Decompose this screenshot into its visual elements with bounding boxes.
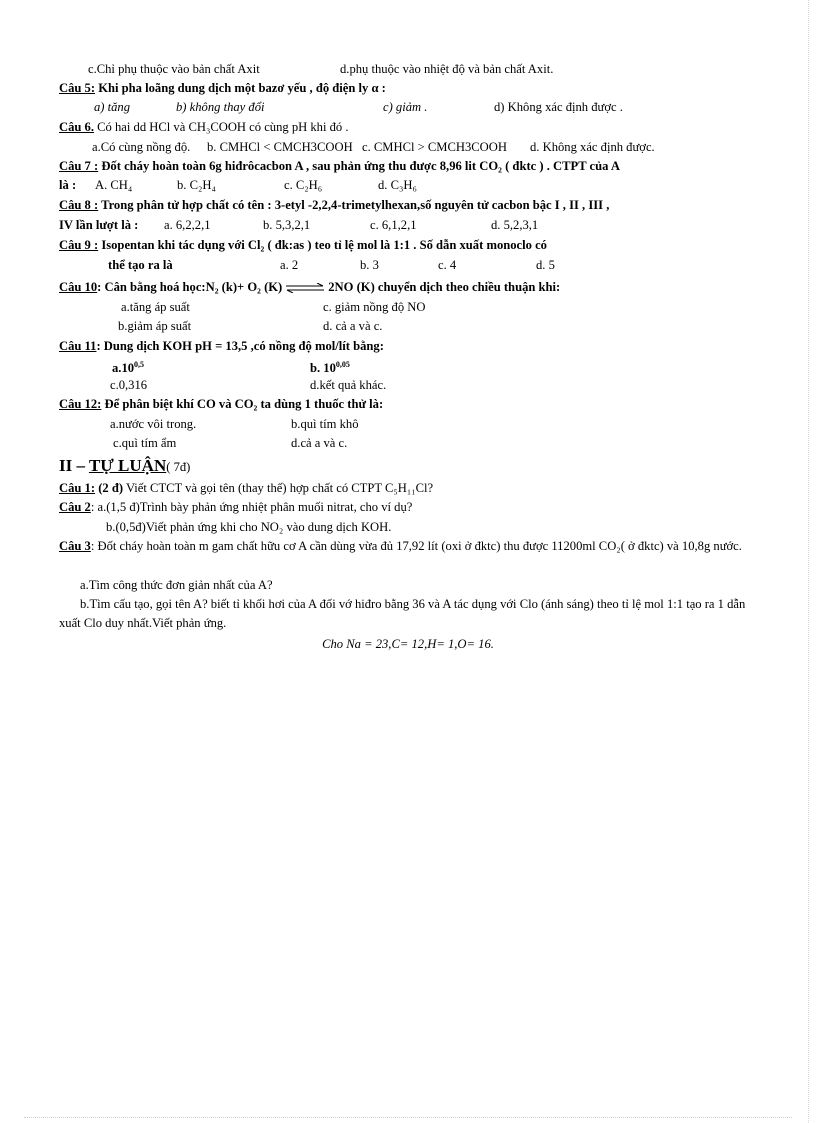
q6-option-c: c. CMHCl > CMCH3COOH (362, 140, 507, 154)
given-atomic-masses: Cho Na = 23,C= 12,H= 1,O= 16. (322, 637, 494, 651)
q5-option-a: a) tăng (94, 100, 131, 114)
q10-option-c: c. giảm nồng độ NO (323, 300, 426, 314)
essay-1-text: Viết CTCT và gọi tên (thay thế) hợp chất có CTPT C₅H₁₁Cl? (123, 481, 434, 495)
essay-3-label: Câu 3 (59, 539, 91, 553)
q6-question (59, 119, 349, 135)
q6-text: Có hai dd HCl và CH₃COOH có cùng pH khi đó . (94, 120, 349, 134)
page-edge-divider (808, 0, 809, 1123)
q8-option-a: a. 6,2,2,1 (164, 218, 211, 232)
essay-1-label: Câu 1: (59, 481, 96, 495)
essay-3 (59, 537, 765, 556)
q12-option-c: c.quì tím ẩm (113, 436, 177, 450)
q10-option-d: d. cả a và c. (323, 319, 383, 333)
equilibrium-arrow-icon (285, 283, 325, 293)
q8-option-d: d. 5,2,3,1 (491, 218, 539, 232)
q9-option-a: a. 2 (280, 258, 299, 272)
q11-question (59, 338, 384, 354)
q11-option-c: c.0,316 (110, 378, 148, 392)
essay-3-part-a: a.Tìm công thức đơn giản nhất của A? (80, 578, 273, 592)
q8-question-cont: IV lần lượt là : (59, 218, 139, 232)
q12-question (59, 396, 383, 412)
q11-option-d: d.kết quả khác. (310, 378, 387, 392)
q5-label: Câu 5: (59, 81, 96, 95)
q8-text: Trong phân tử hợp chất có tên : 3-etyl -2,2,4-trimetylhexan,số nguyên tử cacbon bậc I , II , III , (98, 198, 610, 212)
q11-text: : Dung dịch KOH pH = 13,5 ,có nồng độ mol/lít bằng: (96, 339, 384, 353)
essay-1 (59, 480, 433, 496)
essay-2-part-a: : a.(1,5 đ)Trình bày phản ứng nhiệt phân muối nitrat, cho ví dụ? (90, 500, 413, 514)
q9-question (59, 237, 547, 253)
q5-option-c: c) giảm . (383, 100, 428, 114)
q8-option-c: c. 6,1,2,1 (370, 218, 417, 232)
q7-question (59, 158, 620, 174)
q12-option-b: b.quì tím khô (291, 417, 359, 431)
q10-label: Câu 10 (59, 280, 98, 294)
q11-label: Câu 11 (59, 339, 97, 353)
q6-option-b: b. CMHCl < CMCH3COOH (207, 140, 353, 154)
q9-option-d: d. 5 (536, 258, 555, 272)
q9-option-b: b. 3 (360, 258, 379, 272)
q8-label: Câu 8 : (59, 198, 99, 212)
q5-question (59, 80, 386, 96)
section-title: TỰ LUẬN (88, 456, 167, 475)
q4-option-c: c.Chỉ phụ thuộc vào bản chất Axit (88, 62, 260, 76)
q6-option-a: a.Có cùng nồng độ. (92, 140, 191, 154)
q7-question-cont: là : (59, 178, 77, 192)
q10-option-b: b.giảm áp suất (118, 319, 192, 333)
q12-label: Câu 12: (59, 397, 102, 411)
q5-option-b: b) không thay đổi (176, 100, 265, 114)
q7-option-d: d. C₃H₆ (378, 178, 417, 192)
q9-question-cont: thể tạo ra là (108, 258, 173, 272)
q7-label: Câu 7 : (59, 159, 99, 173)
q10-question (59, 279, 560, 295)
page-bottom-divider (24, 1117, 792, 1118)
q10-option-a: a.tăng áp suất (121, 300, 190, 314)
q9-option-c: c. 4 (438, 258, 457, 272)
essay-3-part-b: b.Tìm cấu tạo, gọi tên A? biết tỉ khối hơi của A đối vớ hiđro bằng 36 và A tác dụng với Clo (ánh sáng) theo tỉ lệ mol 1:1 tạo ra 1 dẫn xuất Clo duy nhất.Viết phản ứng. (59, 597, 746, 630)
q7-option-a: A. CH₄ (95, 178, 133, 192)
section-points: ( 7đ) (166, 460, 191, 474)
q5-text: Khi pha loãng dung dịch một bazơ yếu , độ điện ly α : (95, 81, 386, 95)
q4-option-d: d.phụ thuộc vào nhiệt độ và bản chất Axit. (340, 62, 554, 76)
q12-option-d: d.cả a và c. (291, 436, 348, 450)
q7-option-c: c. C₂H₆ (284, 178, 323, 192)
section-heading (59, 456, 190, 477)
section-roman: II – (59, 456, 89, 475)
essay-1-points: (2 đ) (95, 481, 124, 495)
q6-label: Câu 6. (59, 120, 94, 134)
q9-label: Câu 9 : (59, 238, 99, 252)
essay-3-text: : Đốt cháy hoàn toàn m gam chất hữu cơ A cần dùng vừa đủ 17,92 lít (oxi ở đktc) thu được 11200ml CO₂( ở đktc) và 10,8g nước. (90, 539, 742, 553)
q11-option-a: a.10$^{0,5}$ (112, 360, 145, 376)
essay-2-label: Câu 2 (59, 500, 91, 514)
q7-text: Đốt cháy hoàn toàn 6g hiđrôcacbon A , sau phản ứng thu được 8,96 lit CO₂ ( đktc ) . CTPT của A (98, 159, 620, 173)
q11-option-b: b. 10$^{0,05}$ (310, 360, 350, 376)
essay-2 (59, 499, 412, 515)
essay-2-part-b: b.(0,5đ)Viết phản ứng khi cho NO₂ vào dung dịch KOH. (106, 520, 392, 534)
q10-text-pre: : Cân bằng hoá học:N₂ (k)+ O₂ (K) (97, 280, 283, 294)
q10-text-post: 2NO (K) chuyển dịch theo chiều thuận khi: (328, 280, 561, 294)
q12-option-a: a.nước vôi trong. (110, 417, 197, 431)
q9-text: Isopentan khi tác dụng với Cl₂ ( đk:as ) teo tỉ lệ mol là 1:1 . Số dẫn xuất monoclo có (98, 238, 547, 252)
q7-option-b: b. C₂H₄ (177, 178, 216, 192)
q5-option-d: d) Không xác định được . (494, 100, 623, 114)
q6-option-d: d. Không xác định được. (530, 140, 655, 154)
q8-question (59, 197, 609, 213)
q8-option-b: b. 5,3,2,1 (263, 218, 311, 232)
q12-text: Để phân biệt khí CO và CO₂ ta dùng 1 thuốc thử là: (101, 397, 384, 411)
